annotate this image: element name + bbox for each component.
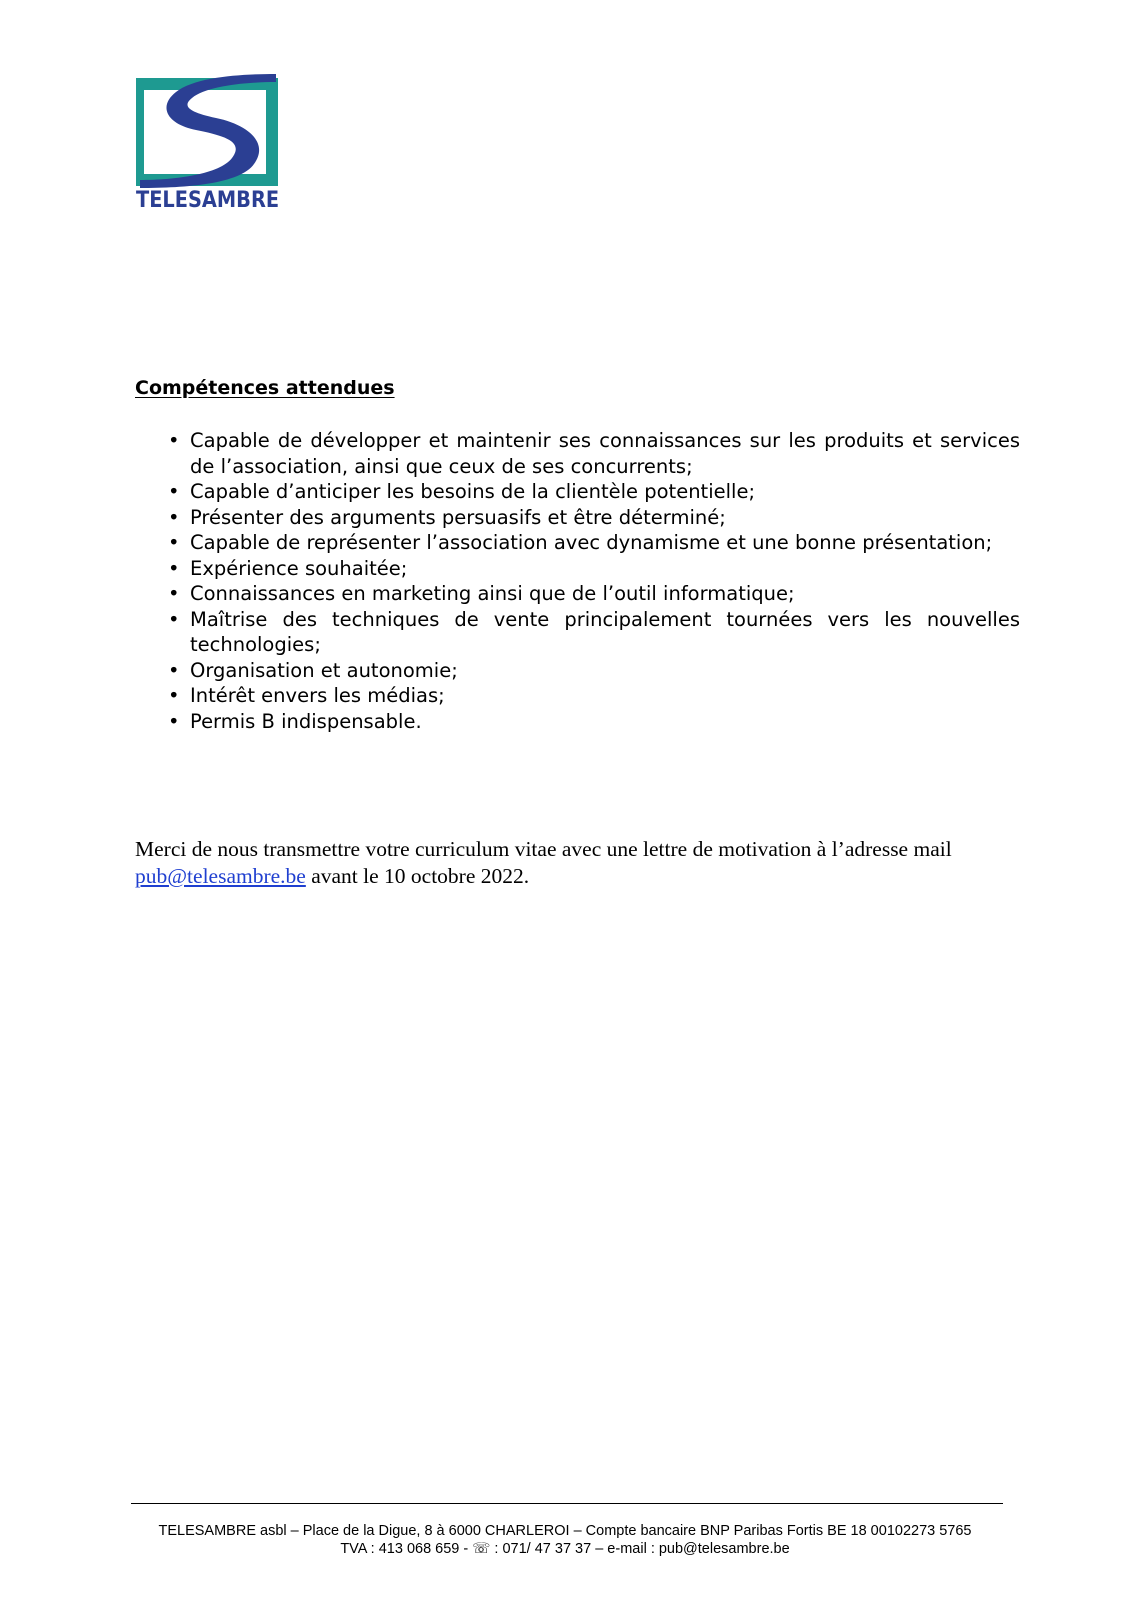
list-item: • Intérêt envers les médias; <box>168 684 445 707</box>
footer-line-1: TELESAMBRE asbl – Place de la Digue, 8 à 6000 CHARLEROI – Compte bancaire BNP Paribas Fortis BE 18 00102273 5765 <box>158 1523 972 1539</box>
list-item: • Capable de développer et maintenir ses connaissances sur les produits et services de l’association, ainsi que ceux de ses concurrents; <box>168 429 1020 478</box>
logo-s-icon <box>136 72 282 190</box>
bullet-icon: • <box>168 709 180 733</box>
list-item: • Permis B indispensable. <box>168 709 422 733</box>
bullet-icon: • <box>168 531 180 554</box>
logo-wordmark: TELESAMBRE <box>136 188 280 213</box>
skills-list <box>168 428 1020 734</box>
list-item: • Capable de représenter l’association avec dynamisme et une bonne présentation; <box>168 531 993 554</box>
telesambre-logo <box>136 72 282 218</box>
footer-divider <box>131 1503 1003 1504</box>
bullet-icon: • <box>168 505 180 529</box>
list-item: • Expérience souhaitée; <box>168 556 408 580</box>
list-item: • Présenter des arguments persuasifs et être déterminé; <box>168 505 726 529</box>
bullet-icon: • <box>168 607 180 631</box>
closing-deadline: avant le 10 octobre 2022. <box>305 864 530 888</box>
footer <box>0 1522 1130 1558</box>
telephone-icon: ☏ <box>472 1541 491 1557</box>
bullet-icon: • <box>168 582 180 605</box>
email-link[interactable]: pub@telesambre.be <box>135 864 306 888</box>
bullet-icon: • <box>168 429 180 452</box>
bullet-icon: • <box>168 658 180 682</box>
bullet-icon: • <box>168 480 180 503</box>
list-item: • Capable d’anticiper les besoins de la clientèle potentielle; <box>168 480 756 503</box>
bullet-icon: • <box>168 684 180 707</box>
closing-text: Merci de nous transmettre votre curriculum vitae avec une lettre de motivation à l’adresse mail <box>135 837 952 861</box>
list-item: • Organisation et autonomie; <box>168 658 458 682</box>
section-title: Compétences attendues <box>135 377 395 399</box>
bullet-icon: • <box>168 556 180 580</box>
footer-line-2: TVA : 413 068 659 - ☏ : 071/ 47 37 37 – e-mail : pub@telesambre.be <box>340 1541 790 1557</box>
list-item: • Connaissances en marketing ainsi que de l’outil informatique; <box>168 582 795 605</box>
closing-paragraph <box>135 836 965 890</box>
list-item: • Maîtrise des techniques de vente principalement tournées vers les nouvelles technologies; <box>168 607 1020 656</box>
